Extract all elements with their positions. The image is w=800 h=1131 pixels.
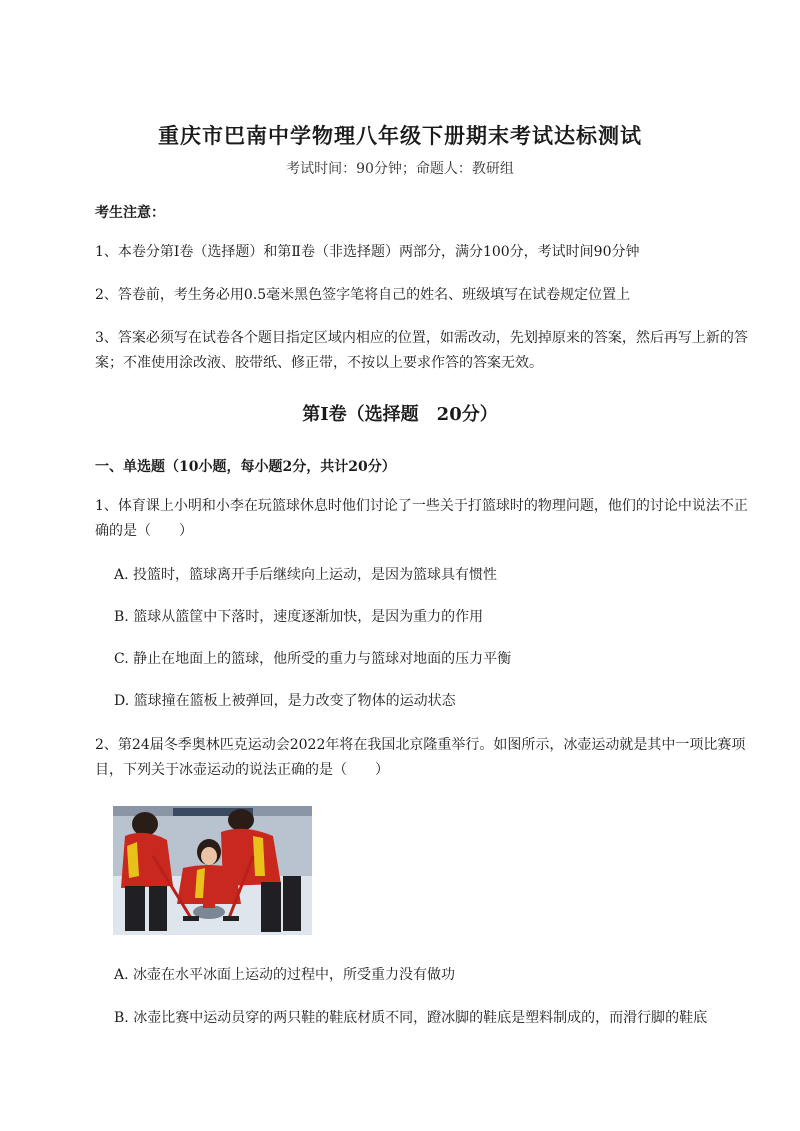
question-1-stem: 1、体育课上小明和小李在玩篮球休息时他们讨论了一些关于打篮球时的物理问题，他们的讨论中说法不正确的是（ ） (95, 498, 748, 539)
exam-title: 重庆市巴南中学物理八年级下册期末考试达标测试 (158, 123, 642, 148)
question-1-option-c: C. 静止在地面上的篮球，他所受的重力与篮球对地面的压力平衡 (114, 651, 512, 667)
question-2-stem: 2、第24届冬季奥林匹克运动会2022年将在我国北京隆重举行。如图所示，冰壶运动就是其中一项比赛项目，下列关于冰壶运动的说法正确的是（ ） (95, 737, 746, 778)
curling-illustration (113, 806, 312, 935)
question-1-option-d: D. 篮球撞在篮板上被弹回，是力改变了物体的运动状态 (114, 693, 456, 709)
question-1-option-a: A. 投篮时，篮球离开手后继续向上运动，是因为篮球具有惯性 (114, 567, 498, 583)
exam-subtitle: 考试时间：90分钟；命题人：教研组 (286, 161, 514, 177)
question-group-heading: 一、单选题（10小题，每小题2分，共计20分） (95, 459, 396, 475)
question-1-option-b: B. 篮球从篮筐中下落时，速度逐渐加快，是因为重力的作用 (114, 609, 484, 625)
notice-item-3: 3、答案必须写在试卷各个题目指定区域内相应的位置，如需改动，先划掉原来的答案，然后再写上新的答案；不准使用涂改液、胶带纸、修正带，不按以上要求作答的答案无效。 (95, 330, 748, 371)
question-2-option-b: B. 冰壶比赛中运动员穿的两只鞋的鞋底材质不同，蹬冰脚的鞋底是塑料制成的，而滑行脚的鞋底 (114, 1010, 708, 1026)
curling-photo (113, 806, 312, 935)
notice-item-2: 2、答卷前，考生务必用0.5毫米黑色签字笔将自己的姓名、班级填写在试卷规定位置上 (95, 287, 631, 303)
notice-item-1: 1、本卷分第I卷（选择题）和第Ⅱ卷（非选择题）两部分，满分100分，考试时间90分钟 (95, 244, 640, 260)
notice-heading: 考生注意： (95, 205, 165, 221)
section-title: 第I卷（选择题 20分） (302, 404, 498, 425)
question-2-option-a: A. 冰壶在水平冰面上运动的过程中，所受重力没有做功 (114, 967, 456, 983)
